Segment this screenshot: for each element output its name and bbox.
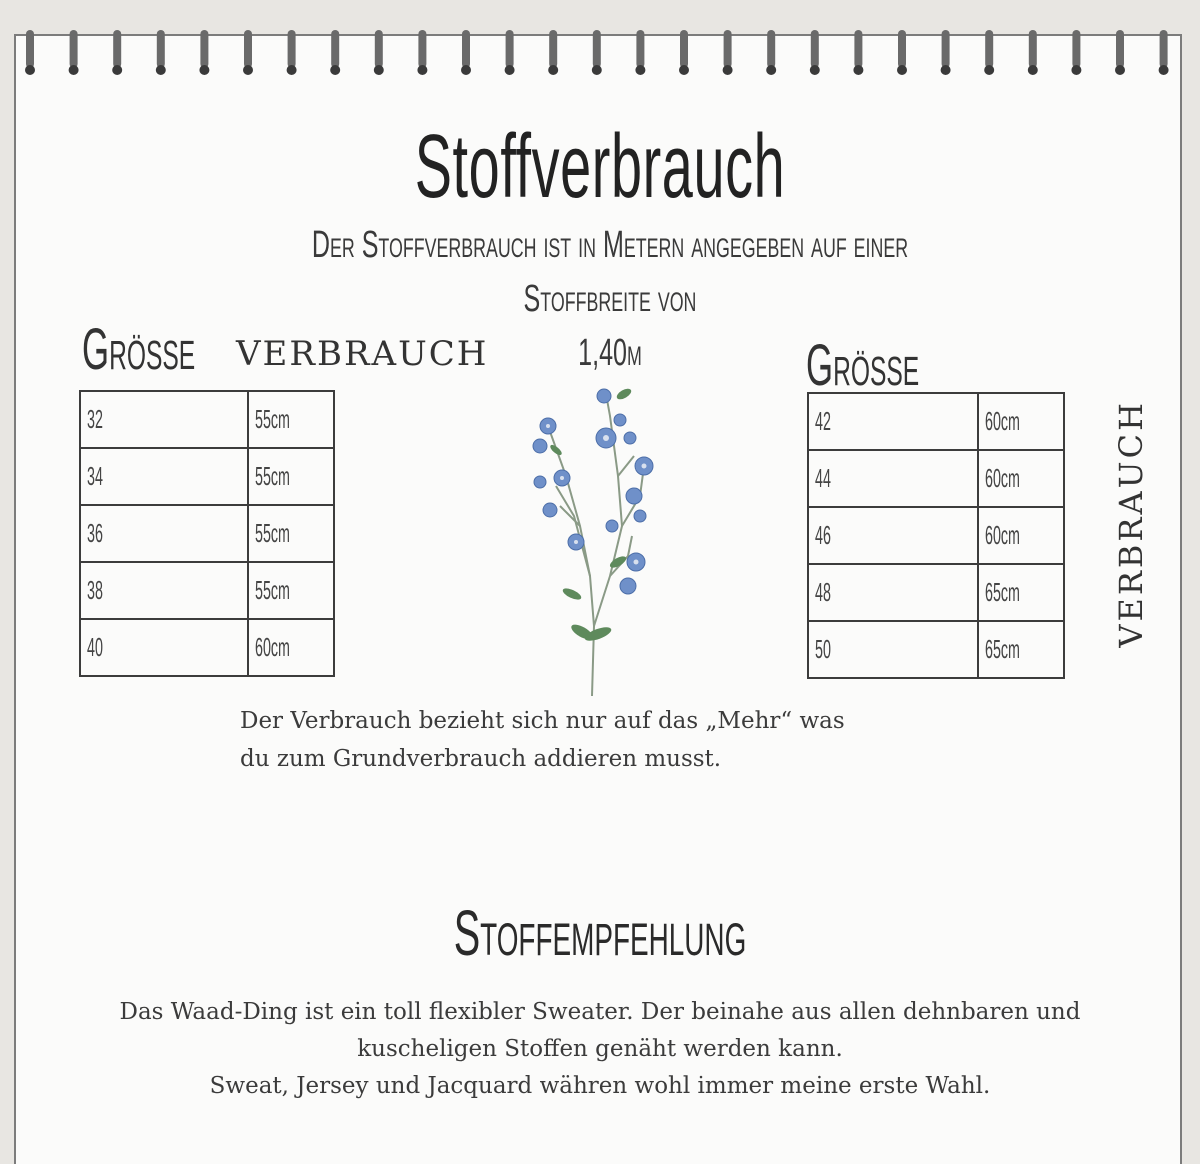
table-row bbox=[80, 391, 334, 448]
binding-ring bbox=[375, 30, 383, 68]
usage-cell: 60cm bbox=[978, 507, 1064, 564]
binding-hole bbox=[1159, 65, 1169, 75]
size-cell: 32 bbox=[80, 391, 248, 448]
binding-hole bbox=[287, 65, 297, 75]
binding-ring bbox=[985, 30, 993, 68]
binding-hole bbox=[1071, 65, 1081, 75]
table-row bbox=[808, 450, 1064, 507]
binding-hole bbox=[505, 65, 515, 75]
spiral-binding-icon bbox=[0, 0, 1200, 90]
usage-cell: 55cm bbox=[248, 391, 334, 448]
binding-hole bbox=[941, 65, 951, 75]
binding-ring bbox=[26, 30, 34, 68]
binding-hole bbox=[330, 65, 340, 75]
binding-hole bbox=[1115, 65, 1125, 75]
recommendation-line-2: kuscheligen Stoffen genäht werden kann. bbox=[357, 1036, 843, 1062]
binding-hole bbox=[853, 65, 863, 75]
binding-hole bbox=[810, 65, 820, 75]
recommendation-line-3: Sweat, Jersey und Jacquard währen wohl immer meine erste Wahl. bbox=[209, 1073, 991, 1099]
binding-ring bbox=[854, 30, 862, 68]
usage-cell: 65cm bbox=[978, 621, 1064, 678]
size-cell: 44 bbox=[808, 450, 978, 507]
usage-cell: 55cm bbox=[248, 562, 334, 619]
binding-ring bbox=[1160, 30, 1168, 68]
page-title: Stoffverbrauch bbox=[414, 117, 786, 217]
binding-ring bbox=[1072, 30, 1080, 68]
table-row bbox=[80, 448, 334, 505]
binding-ring bbox=[1029, 30, 1037, 68]
binding-ring bbox=[767, 30, 775, 68]
binding-ring bbox=[462, 30, 470, 68]
size-cell: 40 bbox=[80, 619, 248, 676]
binding-ring bbox=[288, 30, 296, 68]
table-row bbox=[808, 393, 1064, 450]
binding-ring bbox=[70, 30, 78, 68]
binding-hole bbox=[243, 65, 253, 75]
binding-ring bbox=[811, 30, 819, 68]
left-size-label: Größe bbox=[82, 317, 196, 382]
binding-hole bbox=[417, 65, 427, 75]
subtitle-line-2: 1,40m bbox=[578, 332, 642, 374]
binding-hole bbox=[592, 65, 602, 75]
table-row bbox=[808, 621, 1064, 678]
binding-hole bbox=[69, 65, 79, 75]
binding-hole bbox=[679, 65, 689, 75]
size-cell: 48 bbox=[808, 564, 978, 621]
right-usage-label: VERBRAUCH bbox=[1112, 400, 1150, 648]
size-cell: 42 bbox=[808, 393, 978, 450]
note-line-2: du zum Grundverbrauch addieren musst. bbox=[240, 746, 722, 772]
binding-ring bbox=[680, 30, 688, 68]
binding-hole bbox=[984, 65, 994, 75]
usage-cell: 60cm bbox=[978, 393, 1064, 450]
binding-ring bbox=[113, 30, 121, 68]
subtitle-line-1: Der Stoffverbrauch ist in Metern angegeben auf einer Stoffbreite von bbox=[311, 224, 909, 320]
binding-hole bbox=[635, 65, 645, 75]
usage-cell: 60cm bbox=[978, 450, 1064, 507]
binding-ring bbox=[636, 30, 644, 68]
binding-ring bbox=[593, 30, 601, 68]
usage-cell: 55cm bbox=[248, 505, 334, 562]
table-row bbox=[80, 505, 334, 562]
binding-hole bbox=[112, 65, 122, 75]
recommendation-line-1: Das Waad-Ding ist ein toll flexibler Sweater. Der beinahe aus allen dehnbaren und bbox=[119, 999, 1081, 1025]
binding-ring bbox=[331, 30, 339, 68]
binding-ring bbox=[157, 30, 165, 68]
binding-hole bbox=[25, 65, 35, 75]
binding-ring bbox=[200, 30, 208, 68]
forget-me-not-flower-icon bbox=[500, 376, 680, 701]
size-table-right bbox=[807, 392, 1065, 679]
binding-ring bbox=[942, 30, 950, 68]
size-cell: 50 bbox=[808, 621, 978, 678]
binding-hole bbox=[897, 65, 907, 75]
table-row bbox=[80, 562, 334, 619]
binding-hole bbox=[461, 65, 471, 75]
binding-hole bbox=[156, 65, 166, 75]
binding-ring bbox=[1116, 30, 1124, 68]
size-cell: 36 bbox=[80, 505, 248, 562]
note-line-1: Der Verbrauch bezieht sich nur auf das „Mehr“ was bbox=[240, 708, 845, 734]
table-row bbox=[80, 619, 334, 676]
size-cell: 34 bbox=[80, 448, 248, 505]
left-usage-label: VERBRAUCH bbox=[236, 334, 489, 374]
size-cell: 38 bbox=[80, 562, 248, 619]
table-row bbox=[808, 507, 1064, 564]
size-cell: 46 bbox=[808, 507, 978, 564]
binding-ring bbox=[418, 30, 426, 68]
binding-ring bbox=[506, 30, 514, 68]
size-table-left bbox=[79, 390, 335, 677]
table-row bbox=[808, 564, 1064, 621]
usage-cell: 55cm bbox=[248, 448, 334, 505]
usage-cell: 60cm bbox=[248, 619, 334, 676]
right-size-label: Größe bbox=[806, 333, 920, 398]
usage-cell: 65cm bbox=[978, 564, 1064, 621]
binding-ring bbox=[549, 30, 557, 68]
binding-hole bbox=[199, 65, 209, 75]
usage-note bbox=[240, 702, 940, 778]
binding-ring bbox=[244, 30, 252, 68]
binding-hole bbox=[548, 65, 558, 75]
recommendation-title: Stoffempfehlung bbox=[453, 897, 747, 969]
binding-ring bbox=[724, 30, 732, 68]
binding-hole bbox=[766, 65, 776, 75]
binding-hole bbox=[1028, 65, 1038, 75]
recommendation-text bbox=[60, 994, 1140, 1105]
binding-hole bbox=[374, 65, 384, 75]
binding-ring bbox=[898, 30, 906, 68]
binding-hole bbox=[723, 65, 733, 75]
